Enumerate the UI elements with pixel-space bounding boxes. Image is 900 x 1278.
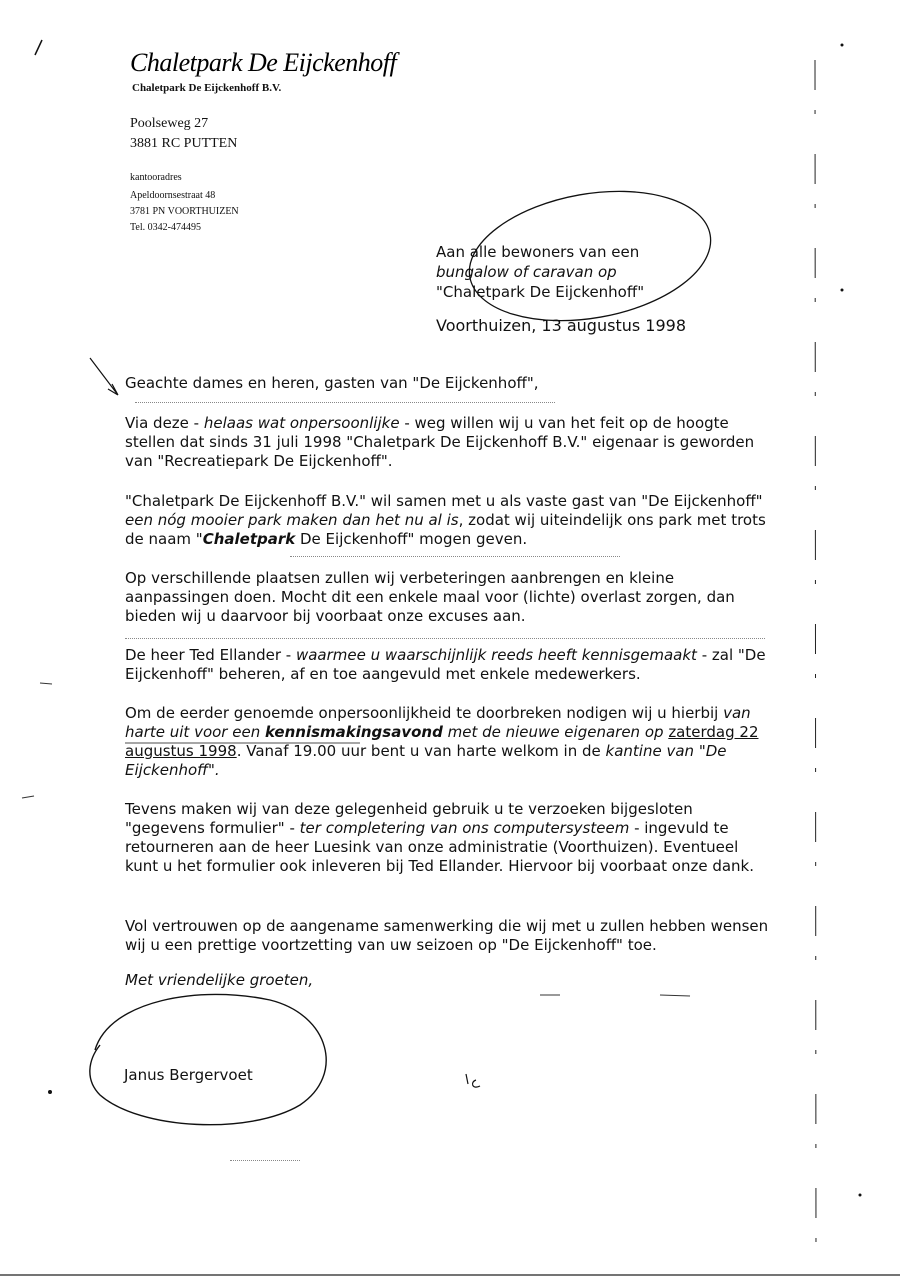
signature-circle-mark	[90, 994, 326, 1124]
p2-text-a: "Chaletpark De Eijckenhoff B.V." wil samen met u als vaste gast van "De Eijckenhoff"	[125, 492, 763, 510]
p4-text-b: waarmee u waarschijnlijk reeds heeft kennisgemaakt	[295, 646, 697, 664]
p1-text-c: - weg willen wij u van het feit op de hoogte stellen dat sinds 31 juli 1998 "Chaletpark De Eijckenhoff B.V." eigenaar is geworden van "Recreatiepark De Eijckenhoff".	[125, 414, 755, 470]
p5-text-f: . Vanaf 19.00 uur bent u van harte welkom in de	[236, 742, 606, 760]
closing: Met vriendelijke groeten,	[125, 971, 314, 989]
p7-text: Vol vertrouwen op de aangename samenwerking die wij met u zullen hebben wensen wij u een prettige voortzetting van uw seizoen op "De Eijckenhoff" toe.	[125, 917, 769, 954]
signer-name: Janus Bergervoet	[124, 1066, 253, 1084]
letter-date: Voorthuizen, 13 augustus 1998	[436, 316, 686, 335]
postal-city: 3881 RC PUTTEN	[130, 136, 238, 151]
p2-text-c: , zodat wij uiteindelijk ons park met trots de naam "	[125, 511, 766, 548]
p5-text-d: met de nieuwe eigenaren op	[442, 723, 664, 741]
p5-text-g: kantine van "De Eijckenhoff".	[125, 742, 727, 779]
p5-text-c: kennismakingsavond	[264, 723, 443, 741]
p6-text-b: ter completering van ons computersysteem	[299, 819, 630, 837]
p2-text-e: De Eijckenhoff" mogen geven.	[295, 530, 528, 548]
p2-text-b: een nóg mooier park maken dan het nu al is	[125, 511, 459, 529]
stray-dash	[40, 683, 52, 684]
office-phone: Tel. 0342-474495	[130, 222, 201, 233]
dot-mark	[841, 44, 844, 47]
dot-mark	[859, 1194, 862, 1197]
scan-dots	[135, 402, 555, 404]
p6-text-a: Tevens maken wij van deze gelegenheid gebruik u te verzoeken bijgesloten "gegevens formulier" -	[125, 800, 693, 837]
p3-text: Op verschillende plaatsen zullen wij verbeteringen aanbrengen en kleine aanpassingen doen. Mocht dit een enkele maal voor (lichte) overlast zorgen, dan bieden wij u daarvoor bij voorbaat onze excuses aan.	[125, 569, 735, 625]
arrow-mark	[90, 358, 118, 395]
street-address: Poolseweg 27	[130, 116, 209, 131]
p5-text-a: Om de eerder genoemde onpersoonlijkheid te doorbreken nodigen wij u hierbij	[125, 704, 724, 722]
p2-text-d: Chaletpark	[202, 530, 296, 548]
dot-mark	[48, 1090, 52, 1094]
office-label: kantooradres	[130, 172, 182, 183]
p6-text-c: - ingevuld te retourneren aan de heer Luesink van onze administratie (Voorthuizen). Eventueel kunt u het formulier ook inleveren bij Ted Ellander. Hiervoor bij voorbaat onze dank.	[125, 819, 755, 875]
recipient-line-2: bungalow of caravan op	[436, 263, 617, 281]
p5-text-e: zaterdag 22 augustus 1998	[125, 723, 759, 760]
initials-mark	[466, 1074, 480, 1087]
salutation: Geachte dames en heren, gasten van "De Eijckenhoff",	[125, 374, 539, 392]
tick-mark	[35, 40, 42, 55]
scan-dots	[125, 638, 765, 640]
recipient-circle-mark	[459, 174, 721, 338]
company-legal-name: Chaletpark De Eijckenhoff B.V.	[132, 82, 282, 94]
p4-text-a: De heer Ted Ellander -	[125, 646, 296, 664]
company-name: Chaletpark De Eijckenhoff	[130, 48, 397, 77]
p5-text-b: van harte uit voor een	[125, 704, 751, 741]
p1-text-a: Via deze -	[125, 414, 204, 432]
stray-dash	[660, 995, 690, 996]
recipient-line-1: Aan alle bewoners van een	[436, 243, 640, 261]
office-postal: 3781 PN VOORTHUIZEN	[130, 206, 239, 217]
scan-dots	[290, 556, 620, 558]
p4-text-c: - zal "De Eijckenhoff" beheren, af en toe aangevuld met enkele medewerkers.	[125, 646, 766, 683]
stray-dash	[22, 796, 34, 798]
right-margin-line	[815, 60, 816, 1270]
dot-mark	[841, 289, 844, 292]
scan-dots	[230, 1160, 300, 1162]
p1-text-b: helaas wat onpersoonlijke	[203, 414, 400, 432]
office-street: Apeldoornsestraat 48	[130, 190, 216, 201]
recipient-line-3: "Chaletpark De Eijckenhoff"	[436, 283, 645, 301]
